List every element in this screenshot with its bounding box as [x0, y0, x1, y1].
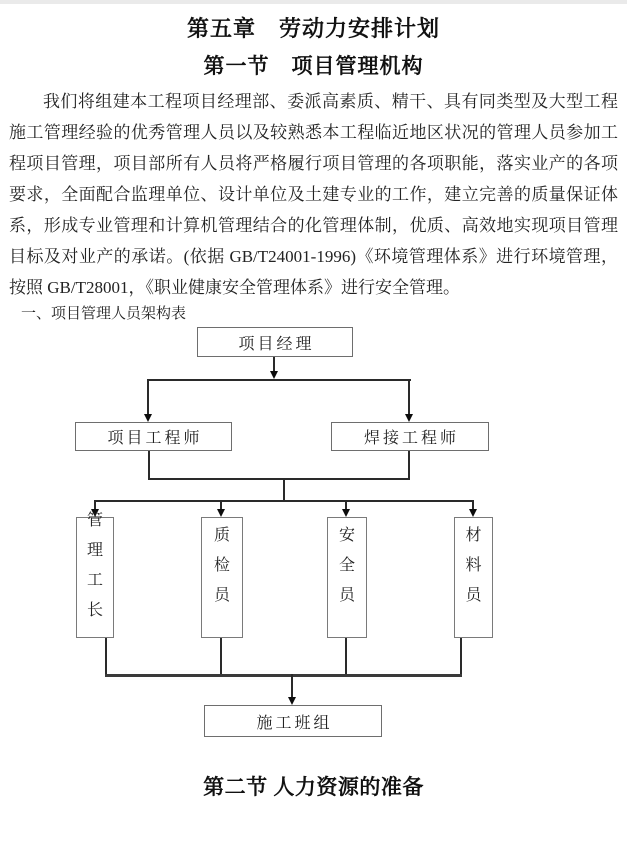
connector-line: [291, 674, 293, 697]
connector-line: [147, 379, 149, 414]
intro-paragraph: 我们将组建本工程项目经理部、委派高素质、精干、具有同类型及大型工程施工管理经验的优秀管理人员以及较熟悉本工程临近地区状况的管理人员参加工程项目管理，项目部所有人员将严格履行项目管理的各项职能，落实业产的各项要求，全面配合监理单位、设计单位及土建专业的工作，建立完善的质量保证体系，形成专业管理和计算机管理结合的化管理体制，优质、高效地实现项目管理目标及对业产的承诺。(依据 GB/T24001-1996)《环境管理体系》进行环境管理，按照 GB/T28001，《职业健康安全管理体系》进行安全管理。: [9, 92, 618, 297]
connector-line: [148, 478, 410, 480]
node-management-foreman: [76, 512, 114, 638]
connector-line: [220, 638, 222, 674]
section1-title: 第一节 项目管理机构: [203, 54, 424, 78]
node-label: 安全员: [338, 527, 355, 604]
connector-line: [105, 674, 462, 677]
arrowhead: [288, 697, 296, 705]
connector-line: [95, 500, 474, 502]
chapter-title: 第五章 劳动力安排计划: [186, 16, 440, 41]
node-construction-team: 施工班组: [204, 705, 382, 737]
arch-table-label: 一、项目管理人员架构表: [21, 306, 187, 322]
node-quality-inspector: [201, 517, 243, 638]
arrowhead: [342, 509, 350, 517]
arrowhead: [217, 509, 225, 517]
page-scan-edge: [0, 0, 627, 4]
connector-line: [460, 638, 462, 674]
node-project-engineer: 项目工程师: [75, 422, 232, 451]
connector-line: [283, 478, 285, 500]
connector-line: [148, 379, 411, 381]
section2-title: 第二节 人力资源的准备: [203, 775, 424, 799]
node-label: 管理工长: [86, 512, 103, 619]
arrowhead: [405, 414, 413, 422]
connector-line: [220, 500, 222, 509]
node-safety-officer: [327, 517, 367, 638]
node-label: 质检员: [213, 527, 230, 604]
node-welding-engineer: 焊接工程师: [331, 422, 489, 451]
arrowhead: [270, 371, 278, 379]
node-material-clerk: [454, 517, 493, 638]
connector-line: [345, 500, 347, 509]
connector-line: [273, 357, 275, 371]
connector-line: [408, 379, 410, 414]
node-project-manager: 项目经理: [197, 327, 353, 357]
arrowhead: [144, 414, 152, 422]
arrowhead: [469, 509, 477, 517]
connector-line: [148, 451, 150, 478]
org-chart: [0, 323, 627, 745]
connector-line: [105, 638, 107, 674]
node-label: 材料员: [465, 527, 482, 604]
connector-line: [408, 451, 410, 478]
connector-line: [345, 638, 347, 674]
connector-line: [472, 500, 474, 509]
